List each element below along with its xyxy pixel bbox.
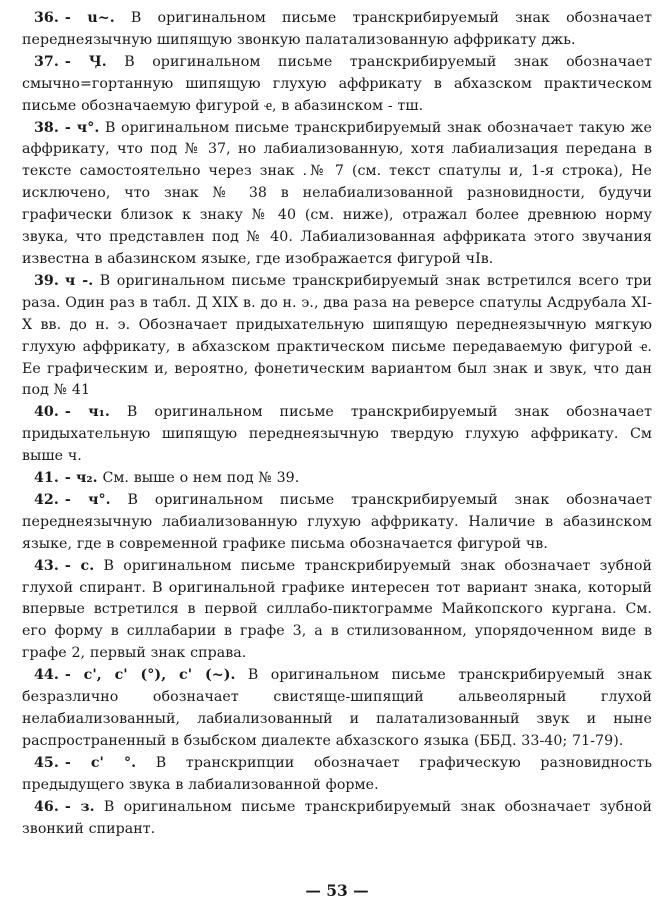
entry-sign: - Ӌ.: [64, 53, 107, 70]
entry-number: 38.: [34, 119, 59, 136]
entry-number: 36.: [34, 10, 59, 26]
entry-text: В оригинальном письме транскрибируемый знак обозначает такую же аффрикату, что под № 37, но лабиализованную, хотя лабиализация передана в тексте самостоятельно через знак .№ 7 (см. текст спатулы и, 1-я строка), Не исключено, что знак № 38 в нелабиализованной разновидности, будучи графически близок к знаку № 40 (см. ниже), отражал более древнюю норму звука, что представлен под № 40. Лабиализованная аффриката этого звучания известна в абазинском языке, где изображается фигурой чIв.: [22, 119, 652, 267]
entry-41: [22, 468, 652, 490]
entry-number: 41.: [34, 470, 59, 487]
entry-number: 40.: [34, 404, 59, 421]
page-number: — 53 —: [305, 881, 369, 900]
document-page: [22, 8, 652, 912]
entry-text: В оригинальном письме транскрибируемый знак обозначает переднеязычную лабиализованную глухую аффрикату. Наличие в абазинском языке, где в современной графике письма обозначается фигурой чв.: [22, 491, 652, 552]
entry-text: См. выше о нем под № 39.: [102, 470, 300, 487]
entry-sign: - з.: [64, 798, 95, 815]
entry-sign: - ч₂.: [64, 470, 98, 487]
entry-number: 39.: [34, 272, 59, 289]
entry-text: В оригинальном письме транскрибируемый знак обозначает зубной глухой спирант. В оригинальной графике интересен тот вариант знака, который впервые встретился в первой силлабо-пиктограмме Майкопского кургана. См. его форму в силлабарии в графе 3, а в стилизованном, упорядоченном виде в графе 2, первый знак справа.: [22, 557, 652, 662]
entry-text: В оригинальном письме транскрибируемый знак обозначает переднеязычную шипящую звонкую палатализованную аффрикату джь.: [22, 10, 652, 48]
entry-sign: - с' °.: [64, 754, 137, 771]
entry-38: [22, 118, 652, 271]
entry-39: [22, 271, 652, 402]
entry-text: В оригинальном письме транскрибируемый знак обозначает зубной звонкий спирант.: [22, 798, 652, 837]
entry-number: 43.: [34, 557, 59, 574]
entry-number: 44.: [34, 667, 59, 684]
entry-46: [22, 797, 652, 841]
entry-45: [22, 753, 652, 797]
entry-number: 42.: [34, 491, 59, 508]
entry-44: [22, 665, 652, 753]
entry-text: В оригинальном письме транскрибируемый знак обозначает придыхательную шипящую переднеязычную твердую глухую аффрикату. См выше ч.: [22, 404, 652, 465]
entry-sign: - u~.: [64, 10, 115, 26]
entry-36: [22, 8, 652, 52]
entry-sign: - ч°.: [64, 491, 111, 508]
entry-number: 46.: [34, 798, 59, 815]
entry-sign: - с', с' (°), с' (~).: [64, 667, 236, 684]
entry-42: [22, 490, 652, 556]
entry-text: В транскрипции обозначает графическую разновидность предыдущего звука в лабиализованной форме.: [22, 754, 652, 793]
entry-sign: - ч₁.: [64, 404, 110, 421]
entry-text: В оригинальном письме транскрибируемый знак обозначает смычно=гортанную шипящую глухую аффрикату в абхазском практическом письме обозначаемую фигурой ҽ, в абазинском - тш.: [22, 53, 652, 114]
entry-number: 45.: [34, 754, 59, 771]
entry-40: [22, 402, 652, 468]
entry-number: 37.: [34, 53, 59, 70]
entry-sign: - ч°.: [64, 119, 100, 136]
entry-43: [22, 556, 652, 666]
entry-37: [22, 52, 652, 118]
entry-sign: ч -.: [64, 272, 94, 289]
entry-text: В оригинальном письме транскрибируемый знак встретился всего три раза. Один раз в табл. Д XIX в. до н. э., два раза на реверсе спатулы Асдрубала XI-X вв. до н. э. Обозначает придыхательную шипящую переднеязычную мягкую глухую аффрикату, в абхазском практическом письме передаваемую фигурой ҽ. Ее графическим и, вероятно, фонетическим вариантом был знак и звук, что дан под № 41: [22, 272, 652, 399]
entry-text: В оригинальном письме транскрибируемый знак безразлично обозначает свистяще-шипящий альвеолярный глухой нелабиализованный, лабиализованный и палатализованный звук и ныне распространенный в бзыбском диалекте абхазского языка (ББД. 33-40; 71-79).: [22, 667, 652, 749]
entry-sign: - с.: [64, 557, 95, 574]
entry-list: [22, 8, 652, 840]
